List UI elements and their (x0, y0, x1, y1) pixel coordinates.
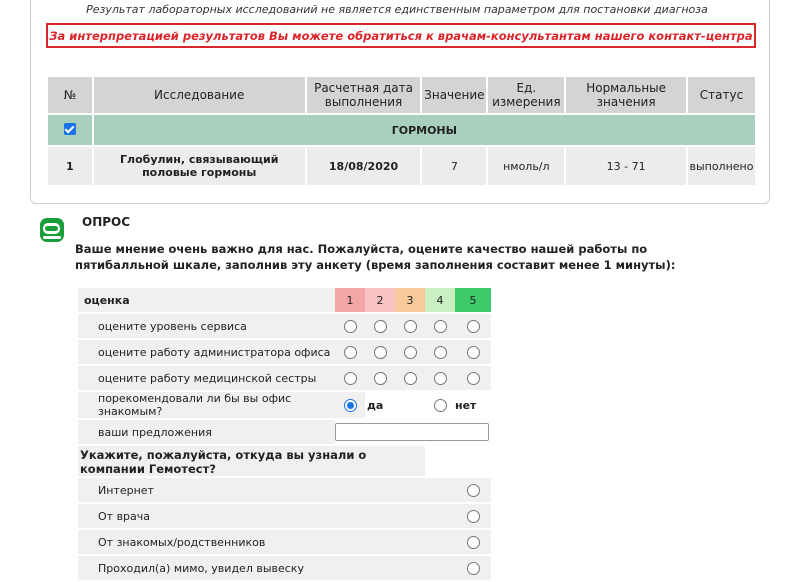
source-question-row (78, 446, 491, 476)
rating-header-row (78, 288, 491, 312)
suggestions-input[interactable] (335, 423, 489, 441)
group-checkbox[interactable] (64, 123, 76, 135)
row-status: выполнено (688, 147, 755, 185)
rating-radio[interactable] (404, 372, 417, 385)
recommend-label: порекомендовали ли бы вы офис знакомым? (78, 392, 335, 418)
scale-4: 4 (425, 288, 455, 312)
rating-radio[interactable] (434, 372, 447, 385)
col-test: Исследование (94, 77, 305, 115)
group-row (48, 115, 755, 147)
source-question: Укажите, пожалуйста, откуда вы узнали о компании Гемотест? (78, 446, 425, 476)
list-item (78, 478, 491, 502)
source-radio[interactable] (467, 484, 480, 497)
rating-radio[interactable] (404, 346, 417, 359)
warning-box (46, 23, 756, 48)
list-item (78, 556, 491, 580)
recommend-yes-label: да (365, 392, 425, 418)
scale-2: 2 (365, 288, 395, 312)
question-label: оцените работу администратора офиса (78, 340, 335, 364)
question-label: оцените работу медицинской сестры (78, 366, 335, 390)
recommend-no-label: нет (455, 392, 491, 418)
col-date: Расчетная дата выполнения (307, 77, 421, 115)
table-row (48, 147, 755, 185)
col-unit: Ед. измерения (488, 77, 564, 115)
row-test: Глобулин, связывающий половые гормоны (94, 147, 305, 185)
recommend-no-radio[interactable] (434, 399, 447, 412)
col-norm: Нормальные значения (566, 77, 686, 115)
col-status: Статус (688, 77, 755, 115)
col-number: № (48, 77, 92, 115)
row-value: 7 (422, 147, 486, 185)
row-number: 1 (48, 147, 92, 185)
rating-label: оценка (78, 288, 335, 312)
scale-3: 3 (395, 288, 425, 312)
recommend-yes-radio[interactable] (344, 399, 357, 412)
warning-text: За интерпретацией результатов Вы можете обратиться к врачам-консультантам нашего контакт-центра (49, 28, 753, 43)
rating-radio[interactable] (344, 372, 357, 385)
disclaimer-text: Результат лабораторных исследований не является единственным параметром для постановки диагноза (86, 3, 708, 16)
rating-radio[interactable] (344, 346, 357, 359)
source-label: От знакомых/родственников (78, 530, 455, 554)
source-label: Проходил(а) мимо, увидел вывеску (78, 556, 455, 580)
results-table (46, 77, 757, 185)
rating-radio[interactable] (434, 346, 447, 359)
row-norm: 13 - 71 (566, 147, 686, 185)
list-item (78, 530, 491, 554)
rating-radio[interactable] (374, 372, 387, 385)
rating-radio[interactable] (467, 320, 480, 333)
scale-1: 1 (335, 288, 365, 312)
rating-radio[interactable] (467, 372, 480, 385)
group-checkbox-cell[interactable] (48, 115, 92, 147)
row-unit: нмоль/л (488, 147, 564, 185)
rating-radio[interactable] (434, 320, 447, 333)
source-label: Интернет (78, 478, 455, 502)
survey-logo-icon (40, 218, 64, 242)
suggestions-label: ваши предложения (78, 420, 335, 444)
source-radio[interactable] (467, 510, 480, 523)
rating-radio[interactable] (467, 346, 480, 359)
rating-radio[interactable] (374, 346, 387, 359)
question-row (78, 340, 491, 364)
question-row (78, 314, 491, 338)
source-radio[interactable] (467, 536, 480, 549)
survey-table (78, 286, 491, 582)
question-row (78, 366, 491, 390)
survey-title: ОПРОС (82, 215, 131, 229)
col-value: Значение (422, 77, 486, 115)
row-date: 18/08/2020 (307, 147, 421, 185)
scale-5: 5 (455, 288, 491, 312)
source-label: От врача (78, 504, 455, 528)
group-title: ГОРМОНЫ (94, 115, 755, 147)
rating-radio[interactable] (374, 320, 387, 333)
question-label: оцените уровень сервиса (78, 314, 335, 338)
results-header-row (48, 77, 755, 115)
rating-radio[interactable] (344, 320, 357, 333)
survey-intro: Ваше мнение очень важно для нас. Пожалуйста, оцените качество нашей работы по пятибалльной шкале, заполнив эту анкету (время заполнения составит менее 1 минуты): (75, 242, 676, 272)
recommend-row (78, 392, 491, 418)
suggestions-row (78, 420, 491, 444)
rating-radio[interactable] (404, 320, 417, 333)
list-item (78, 504, 491, 528)
